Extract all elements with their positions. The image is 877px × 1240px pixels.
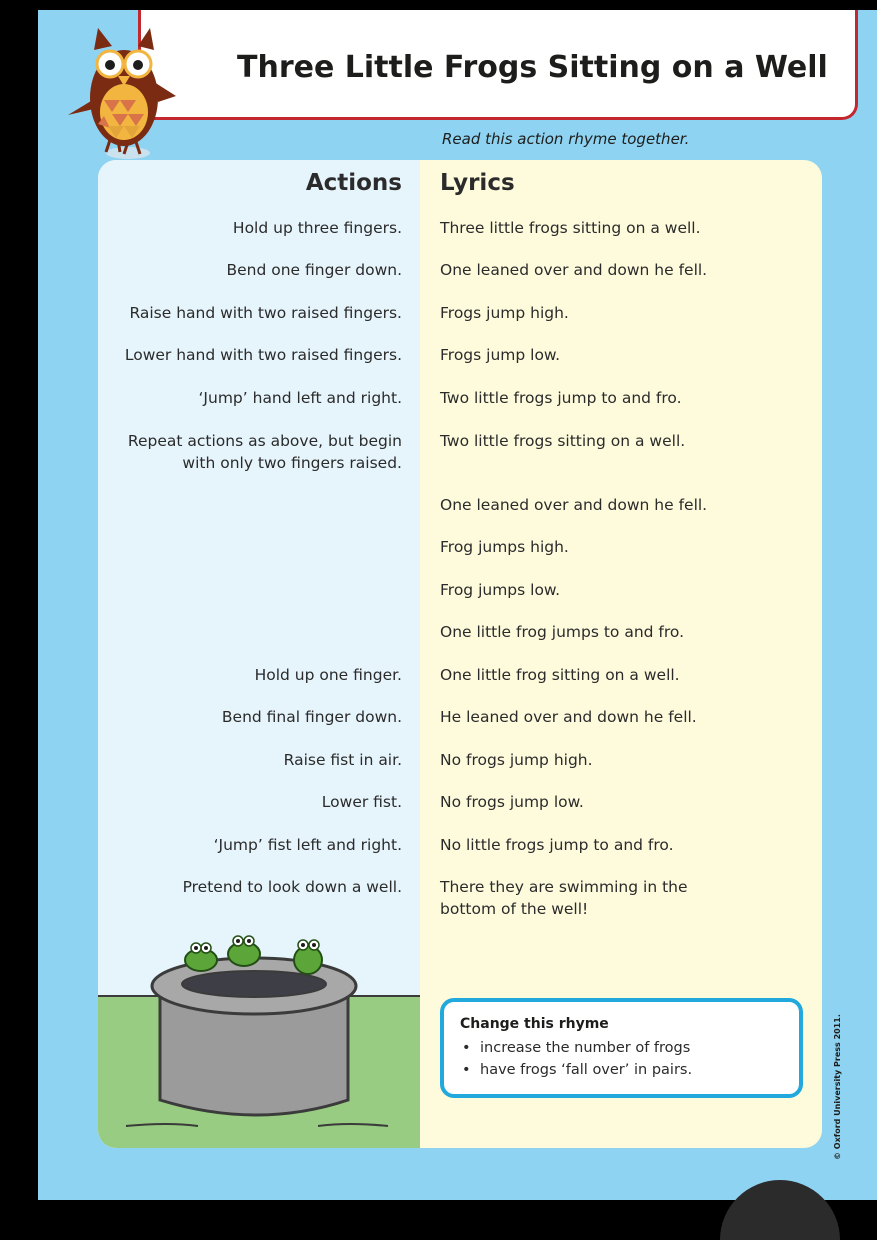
list-item: • have frogs ‘fall over’ in pairs.: [460, 1059, 783, 1081]
action-line: Repeat actions as above, but begin with only two fingers raised.: [127, 432, 402, 472]
lyric-line: Frog jumps high.: [440, 538, 569, 556]
frog-icon: [228, 936, 260, 966]
lyric-line: Three little frogs sitting on a well.: [440, 219, 701, 237]
action-line: ‘Jump’ fist left and right.: [213, 836, 402, 854]
lyric-line: He leaned over and down he fell.: [440, 708, 697, 726]
lyric-line: Two little frogs sitting on a well.: [440, 432, 686, 450]
list-item: • increase the number of frogs: [460, 1037, 783, 1059]
action-line: Raise hand with two raised fingers.: [129, 304, 402, 322]
lyric-line: Two little frogs jump to and fro.: [440, 389, 682, 407]
lyric-line: Frog jumps low.: [440, 581, 561, 599]
lyric-line: No frogs jump low.: [440, 793, 584, 811]
owl-icon: [58, 20, 178, 160]
lyric-line: One little frog sitting on a well.: [440, 666, 680, 684]
actions-heading: Actions: [305, 170, 402, 196]
action-line: Raise fist in air.: [283, 751, 402, 769]
copyright-notice: © Oxford University Press 2011.: [833, 1014, 842, 1160]
action-line: Bend one finger down.: [226, 261, 402, 279]
change-rhyme-list: [460, 1037, 783, 1081]
action-line: ‘Jump’ hand left and right.: [198, 389, 402, 407]
lyric-line: There they are swimming in the bottom of the well!: [440, 878, 688, 918]
frog-icon: [185, 943, 217, 971]
lyric-line: One leaned over and down he fell.: [440, 261, 708, 279]
change-rhyme-title: Change this rhyme: [460, 1016, 609, 1032]
change-rhyme-box: [440, 998, 803, 1098]
lyric-line: No frogs jump high.: [440, 751, 593, 769]
frog-icon: [294, 940, 322, 974]
action-line: Hold up one finger.: [254, 666, 402, 684]
lyric-line: One leaned over and down he fell.: [440, 496, 708, 514]
worksheet-page: [38, 10, 877, 1200]
page-title: Three Little Frogs Sitting on a Well: [237, 50, 828, 85]
well-icon: [98, 930, 420, 1148]
action-line: Lower fist.: [321, 793, 402, 811]
lyric-line: Frogs jump low.: [440, 346, 561, 364]
lyrics-heading: Lyrics: [440, 170, 515, 196]
title-banner: [138, 10, 858, 120]
corner-shape: [720, 1180, 840, 1240]
action-line: Bend final finger down.: [221, 708, 402, 726]
action-line: Pretend to look down a well.: [182, 878, 402, 896]
action-line: Hold up three fingers.: [232, 219, 402, 237]
instruction-text: Read this action rhyme together.: [442, 130, 690, 148]
lyric-line: One little frog jumps to and fro.: [440, 623, 685, 641]
action-line: Lower hand with two raised fingers.: [124, 346, 402, 364]
lyric-line: Frogs jump high.: [440, 304, 569, 322]
lyric-line: No little frogs jump to and fro.: [440, 836, 674, 854]
rhyme-card: [98, 160, 822, 1148]
